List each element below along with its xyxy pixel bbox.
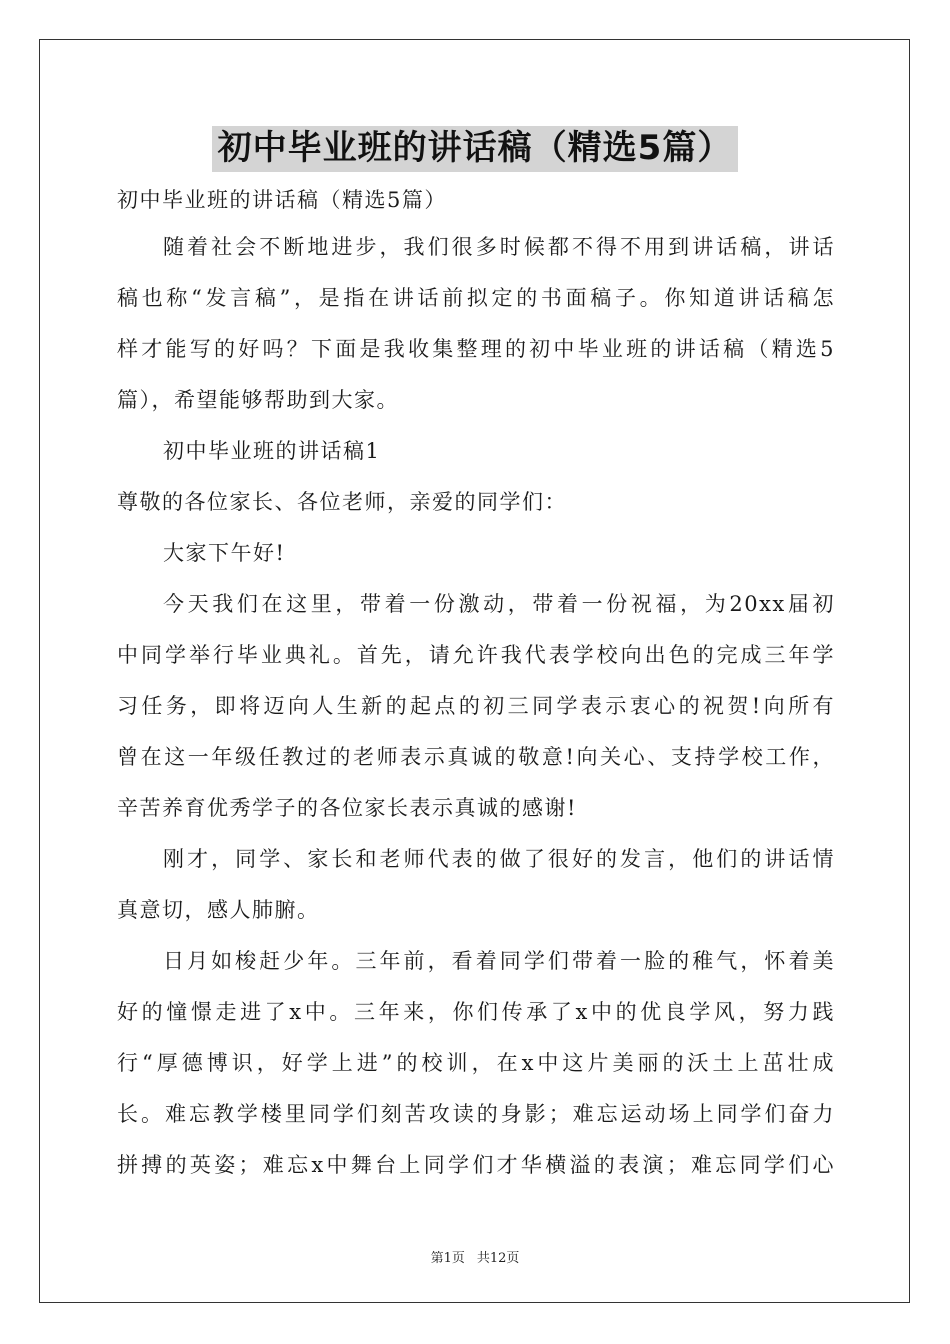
paragraph-line: 随着社会不断地进步，我们很多时候都不得不用到讲话稿，讲话 xyxy=(163,235,835,259)
document-body xyxy=(117,179,835,1191)
paragraph-line: 好的憧憬走进了x中。三年来，你们传承了x中的优良学风，努力践 xyxy=(117,1000,835,1024)
paragraph-line: 真意切，感人肺腑。 xyxy=(117,898,320,922)
paragraph-line: 样才能写的好吗？下面是我收集整理的初中毕业班的讲话稿（精选5 xyxy=(117,337,835,361)
salutation-line: 尊敬的各位家长、各位老师，亲爱的同学们： xyxy=(117,490,567,514)
paragraph-line: 中同学举行毕业典礼。首先，请允许我代表学校向出色的完成三年学 xyxy=(117,643,835,667)
paragraph-line: 习任务，即将迈向人生新的起点的初三同学表示衷心的祝贺!向所有 xyxy=(117,694,835,718)
page-total: 共12页 xyxy=(476,1251,520,1266)
paragraph-line: 行“厚德博识，好学上进”的校训，在x中这片美丽的沃土上茁壮成 xyxy=(117,1051,835,1075)
subtitle-line: 初中毕业班的讲话稿（精选5篇） xyxy=(117,188,447,212)
paragraph-line: 辛苦养育优秀学子的各位家长表示真诚的感谢! xyxy=(117,796,577,820)
paragraph-line: 拼搏的英姿；难忘x中舞台上同学们才华横溢的表演；难忘同学们心 xyxy=(117,1153,835,1177)
page-number: 第1页 xyxy=(430,1251,465,1266)
paragraph-line: 今天我们在这里，带着一份激动，带着一份祝福，为20xx届初 xyxy=(163,592,835,616)
paragraph-line: 长。难忘教学楼里同学们刻苦攻读的身影；难忘运动场上同学们奋力 xyxy=(117,1102,835,1126)
document-title: 初中毕业班的讲话稿（精选5篇） xyxy=(212,126,739,172)
page-footer xyxy=(0,1247,950,1266)
greeting-line: 大家下午好! xyxy=(163,541,286,565)
paragraph-line: 篇），希望能够帮助到大家。 xyxy=(117,388,399,412)
paragraph-line: 刚才，同学、家长和老师代表的做了很好的发言，他们的讲话情 xyxy=(163,847,835,871)
paragraph-line: 稿也称“发言稿”，是指在讲话前拟定的书面稿子。你知道讲话稿怎 xyxy=(117,286,835,310)
paragraph-line: 曾在这一年级任教过的老师表示真诚的敬意!向关心、支持学校工作， xyxy=(117,745,835,769)
title-container xyxy=(0,126,950,172)
section-heading: 初中毕业班的讲话稿1 xyxy=(163,439,381,463)
paragraph-line: 日月如梭赶少年。三年前，看着同学们带着一脸的稚气，怀着美 xyxy=(163,949,835,973)
